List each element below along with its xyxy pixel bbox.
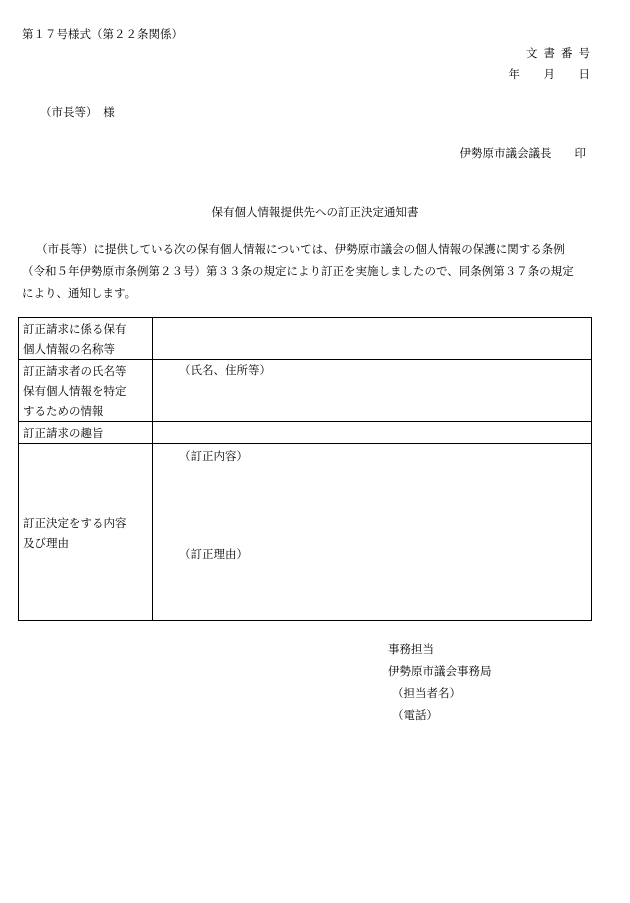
- correction-content-label: （訂正内容）: [179, 449, 248, 463]
- purpose-label: 訂正請求の趣旨: [19, 422, 153, 444]
- purpose-field: [153, 422, 592, 444]
- requester-label-line-3: するための情報: [23, 404, 104, 418]
- body-paragraph: [22, 238, 598, 304]
- date-label: 年 月 日: [508, 67, 596, 81]
- body-line-1: （市長等）に提供している次の保有個人情報については、伊勢原市議会の個人情報の保護に関する条例: [36, 242, 565, 256]
- requester-field: [153, 360, 592, 422]
- decision-label-line-2: 及び理由: [23, 535, 69, 550]
- decision-label-line-1: 訂正決定をする内容: [23, 515, 127, 530]
- contact-heading: 事務担当: [388, 642, 434, 656]
- info-table: [18, 317, 592, 621]
- sender-seal-line: 伊勢原市議会議長 印: [459, 146, 586, 160]
- table-row-requester: [19, 360, 592, 422]
- requester-field-hint: （氏名、住所等）: [179, 363, 271, 377]
- record-name-label: [19, 318, 153, 360]
- contact-office: 伊勢原市議会事務局: [388, 664, 492, 678]
- requester-label: [19, 360, 153, 422]
- body-line-3: により、通知します。: [22, 286, 137, 300]
- page-title: 保有個人情報提供先への訂正決定通知書: [211, 205, 419, 219]
- correction-reason-label: （訂正理由）: [179, 547, 248, 561]
- record-name-label-line-1: 訂正請求に係る保有: [23, 322, 127, 336]
- record-name-field: [153, 318, 592, 360]
- body-line-2: （令和５年伊勢原市条例第２３号）第３３条の規定により訂正を実施しましたので、同条例第３７条の規定: [22, 264, 574, 278]
- requester-label-line-1: 訂正請求者の氏名等: [23, 364, 127, 378]
- document-number-label: 文書番号: [526, 46, 596, 60]
- decision-label: [19, 444, 153, 621]
- table-row-record-name: [19, 318, 592, 360]
- addressee: （市長等） 様: [40, 105, 115, 119]
- contact-block: [388, 638, 492, 726]
- contact-phone: （電話）: [392, 708, 438, 722]
- record-name-label-line-2: 個人情報の名称等: [23, 342, 115, 356]
- table-row-decision: [19, 444, 592, 621]
- decision-field: [153, 444, 592, 621]
- contact-person: （担当者名）: [392, 686, 461, 700]
- form-number: 第１７号様式（第２２条関係）: [22, 27, 183, 41]
- table-row-purpose: [19, 422, 592, 444]
- requester-label-line-2: 保有個人情報を特定: [23, 384, 127, 398]
